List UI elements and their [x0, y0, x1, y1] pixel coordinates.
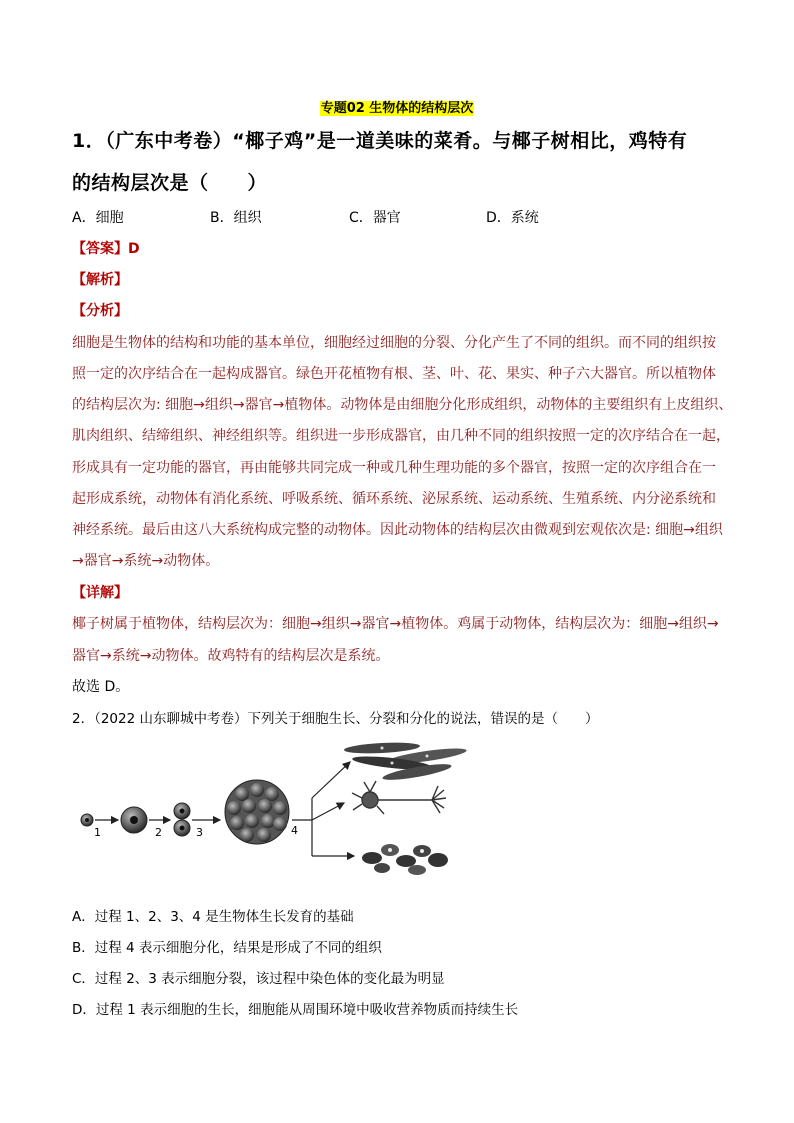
neuron [352, 781, 446, 814]
q1-option-b: B．组织 [210, 210, 262, 226]
answer-row [72, 238, 140, 258]
q2-option-b: B．过程 4 表示细胞分化，结果是形成了不同的组织 [72, 940, 382, 956]
fenxi-line: 照一定的次序结合在一起构成器官。绿色开花植物有根、茎、叶、花、果实、种子六大器官。所以植物体 [72, 366, 716, 382]
cell-division-figure [72, 738, 472, 888]
question-2-stem: 2．（2022 山东聊城中考卷）下列关于细胞生长、分裂和分化的说法，错误的是（ ） [72, 711, 599, 727]
step-label-3: 3 [196, 826, 203, 839]
fenxi-line: 肌肉组织、结缔组织、神经组织等。组织进一步形成器官，由几种不同的组织按照一定的次序结合在一起， [72, 428, 730, 444]
page-title [0, 97, 794, 116]
fenxi-line: →器官→系统→动物体。 [72, 553, 220, 569]
fenxi-line: 神经系统。最后由这八大系统构成完整的动物体。因此动物体的结构层次由微观到宏观依次是: 细胞→组织 [72, 522, 723, 538]
question-1-stem-line2: 的结构层次是（ ） [72, 172, 268, 194]
question-1-stem-line1: 1．（广东中考卷）“椰子鸡”是一道美味的菜肴。与椰子树相比，鸡特有 [72, 130, 688, 152]
answer-value: D [128, 241, 140, 257]
detail-line: 器官→系统→动物体。故鸡特有的结构层次是系统。 [72, 648, 390, 664]
muscle-tissue [344, 741, 468, 783]
step-label-1: 1 [94, 826, 101, 839]
q2-option-a: A．过程 1、2、3、4 是生物体生长发育的基础 [72, 909, 354, 925]
q1-option-c: C．器官 [349, 210, 401, 226]
fenxi-line: 起形成系统，动物体有消化系统、呼吸系统、循环系统、泌尿系统、运动系统、生殖系统、内分泌系统和 [72, 491, 716, 507]
fenxi-line: 形成具有一定功能的器官，再由能够共同完成一种或几种生理功能的多个器官，按照一定的次序组合在一 [72, 460, 716, 476]
analysis-label: 【解析】 [72, 272, 128, 288]
step-label-4: 4 [291, 824, 298, 837]
detail-line: 椰子树属于植物体，结构层次为：细胞→组织→器官→植物体。鸡属于动物体，结构层次为：细胞→组织→ [72, 616, 719, 632]
fenxi-label: 【分析】 [72, 303, 128, 319]
fenxi-line: 细胞是生物体的结构和功能的基本单位，细胞经过细胞的分裂、分化产生了不同的组织。而不同的组织按 [72, 335, 716, 351]
fenxi-line: 的结构层次为: 细胞→组织→器官→植物体。动物体是由细胞分化形成组织，动物体的主要组织有上皮组织、 [72, 397, 733, 413]
q2-option-d: D．过程 1 表示细胞的生长，细胞能从周围环境中吸收营养物质而持续生长 [72, 1002, 519, 1018]
q1-option-d: D．系统 [486, 210, 539, 226]
answer-label: 【答案】 [72, 241, 128, 257]
conclusion: 故选 D。 [72, 679, 130, 695]
q1-option-a: A．细胞 [72, 210, 124, 226]
detail-label: 【详解】 [72, 585, 128, 601]
step-label-2: 2 [155, 826, 162, 839]
q2-option-c: C．过程 2、3 表示细胞分裂，该过程中染色体的变化最为明显 [72, 971, 445, 987]
page-title-text: 专题02 生物体的结构层次 [320, 101, 474, 116]
tissue-cluster [362, 844, 448, 875]
cell-mass [225, 780, 289, 844]
